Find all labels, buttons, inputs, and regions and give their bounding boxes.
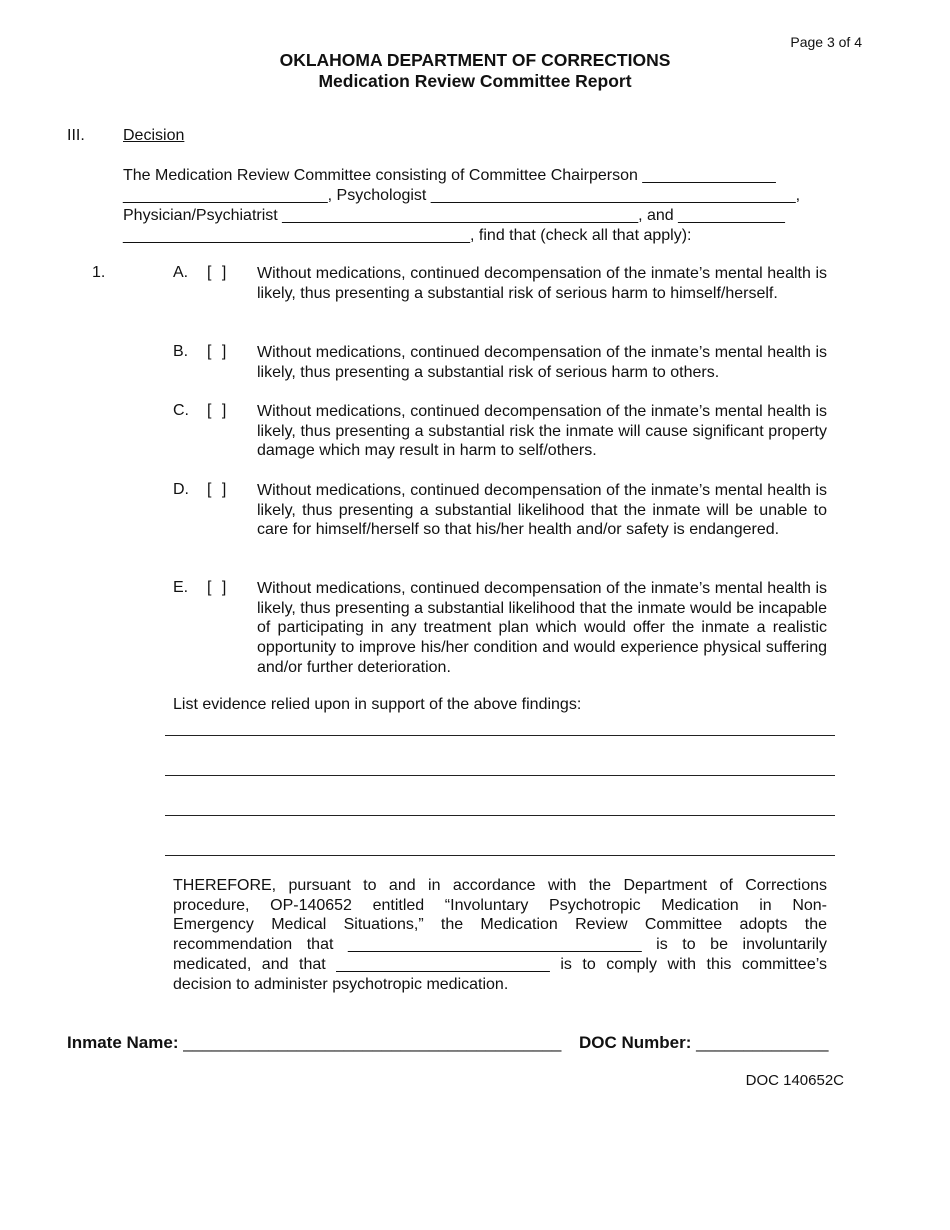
finding-text-e: Without medications, continued decompensation of the inmate’s mental health is likely, thus presenting a substantial likelihood that the inmate would be incapable of participating in any treatment plan which would offer the inmate a realistic opportunity to improve his/her condition and would experience physical suffering and/or further deterioration.: [257, 580, 827, 676]
inmate-name-field[interactable]: ________________________________________: [178, 1033, 562, 1052]
report-title: Medication Review Committee Report: [318, 71, 632, 91]
intro-line: The Medication Review Committee consisting of Committee Chairperson _______________: [123, 167, 776, 184]
form-number: DOC 140652C: [745, 1072, 844, 1089]
evidence-line-4[interactable]: [165, 855, 835, 856]
intro-line: _______________________________________, find that (check all that apply):: [123, 227, 692, 244]
item-number: 1.: [92, 264, 106, 281]
evidence-line-3[interactable]: [165, 815, 835, 816]
committee-intro: [123, 166, 827, 246]
finding-checkbox-e[interactable]: [ ]: [207, 579, 230, 596]
finding-letter-b: B.: [173, 343, 189, 360]
evidence-label: List evidence relied upon in support of the above findings:: [173, 696, 582, 713]
evidence-line-2[interactable]: [165, 775, 835, 776]
therefore-line: recommendation that _________________________________ is to be involuntarily: [173, 936, 827, 954]
doc-number-field[interactable]: ______________: [691, 1033, 829, 1052]
doc-number-label: DOC Number:: [579, 1033, 692, 1052]
therefore-line: Emergency Medical Situations,” the Medication Review Committee adopts the: [173, 916, 827, 934]
doc-number-row: [579, 1033, 829, 1053]
department-title: OKLAHOMA DEPARTMENT OF CORRECTIONS: [279, 50, 671, 70]
finding-checkbox-d[interactable]: [ ]: [207, 481, 230, 498]
therefore-line: medicated, and that ________________________ is to comply with this committee’s: [173, 955, 827, 973]
finding-letter-e: E.: [173, 579, 189, 596]
finding-letter-a: A.: [173, 264, 189, 281]
therefore-line: procedure, OP-140652 entitled “Involuntary Psychotropic Medication in Non-: [173, 896, 827, 914]
therefore-paragraph: [173, 876, 827, 994]
finding-letter-d: D.: [173, 481, 189, 498]
therefore-line: decision to administer psychotropic medication.: [173, 975, 509, 993]
inmate-name-row: [67, 1033, 561, 1053]
section-number: III.: [67, 127, 85, 144]
therefore-line: THEREFORE, pursuant to and in accordance with the Department of Corrections: [173, 877, 827, 894]
finding-letter-c: C.: [173, 402, 189, 419]
evidence-line-1[interactable]: [165, 735, 835, 736]
page-number: Page 3 of 4: [790, 34, 862, 50]
intro-line: _______________________, Psychologist _________________________________________,: [123, 187, 801, 204]
inmate-name-label: Inmate Name:: [67, 1033, 179, 1052]
section-title: Decision: [123, 127, 185, 144]
finding-text-c: Without medications, continued decompensation of the inmate’s mental health is likely, thus presenting a substantial risk the inmate will cause significant property damage which may result in harm to self/others.: [257, 403, 827, 460]
finding-checkbox-b[interactable]: [ ]: [207, 343, 230, 360]
intro-line: Physician/Psychiatrist ________________________________________, and ____________: [123, 207, 785, 224]
finding-text-b: Without medications, continued decompensation of the inmate’s mental health is likely, thus presenting a substantial risk of serious harm to others.: [257, 344, 827, 381]
finding-text-a: Without medications, continued decompensation of the inmate’s mental health is likely, thus presenting a substantial risk of serious harm to himself/herself.: [257, 265, 827, 302]
finding-text-d: Without medications, continued decompensation of the inmate’s mental health is likely, thus presenting a substantial likelihood that the inmate will be unable to care for himself/herself so that his/her health and/or safety is endangered.: [257, 482, 827, 539]
finding-checkbox-a[interactable]: [ ]: [207, 264, 230, 281]
finding-checkbox-c[interactable]: [ ]: [207, 402, 230, 419]
